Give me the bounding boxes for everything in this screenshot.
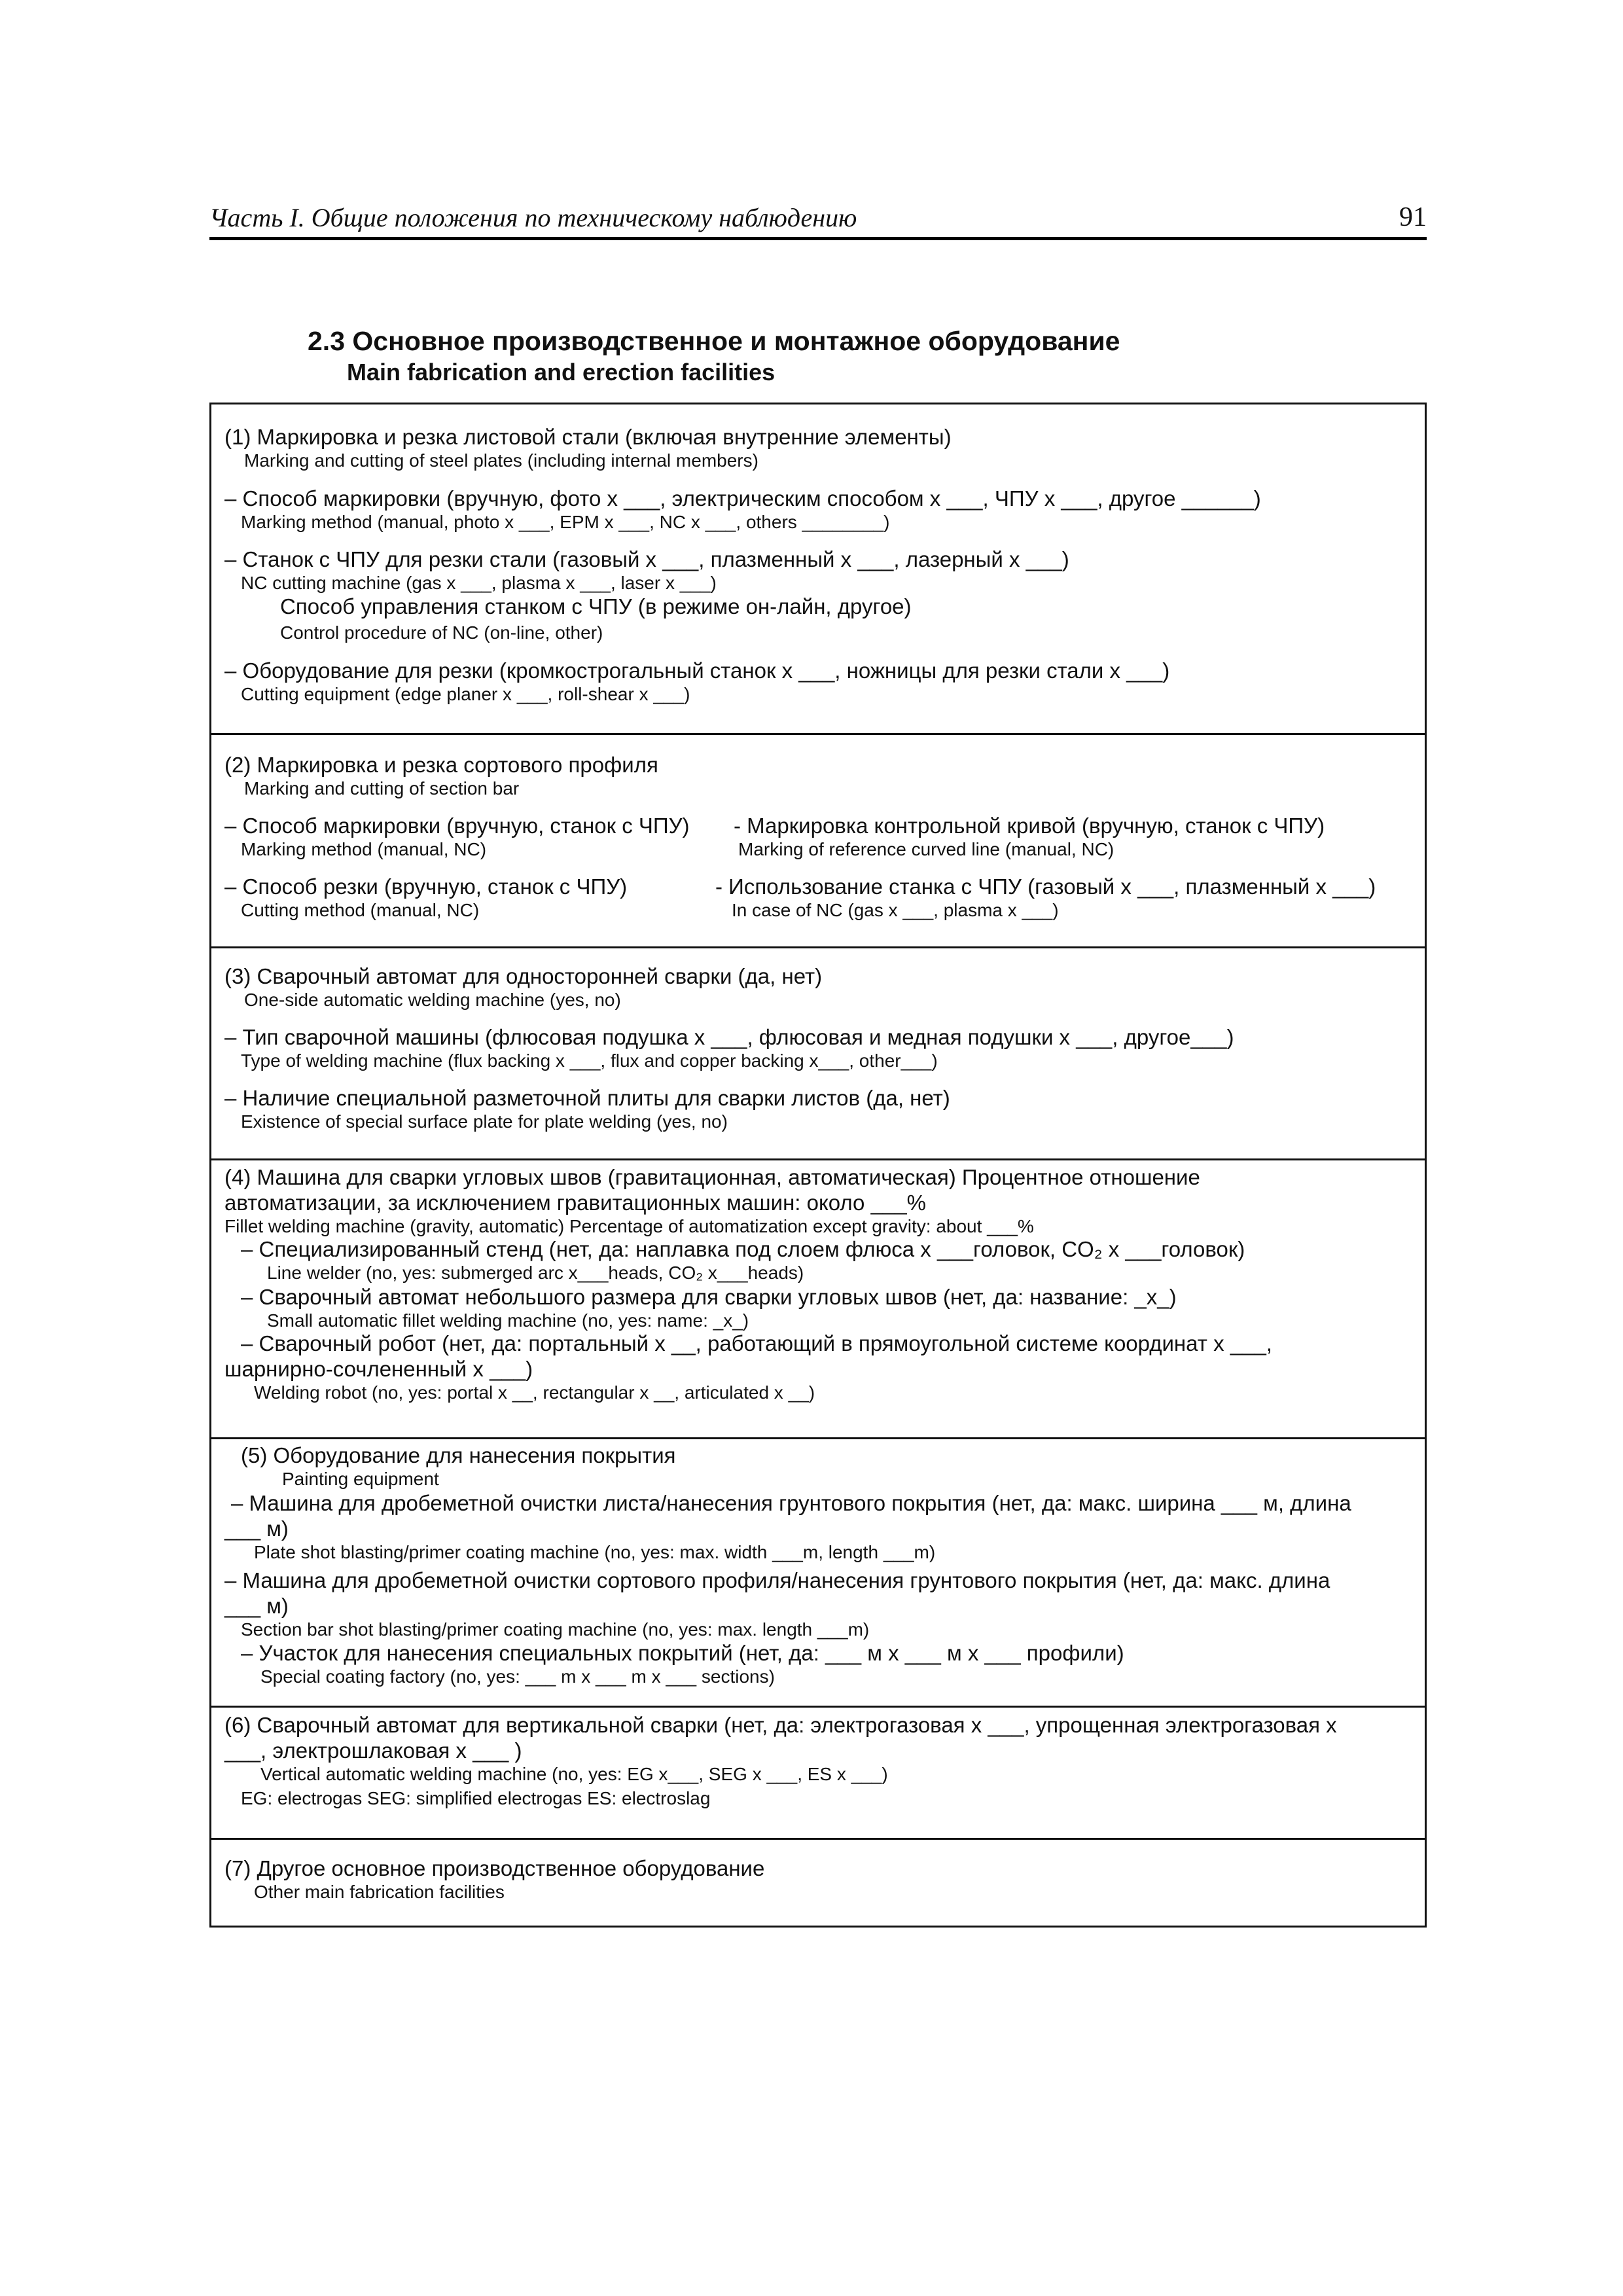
block5-plate-blasting-cont: ___ м) bbox=[224, 1516, 289, 1541]
block2-reference-curve-en: Marking of reference curved line (manual, NC) bbox=[738, 839, 1115, 859]
block5-special-coating-en: Special coating factory (no, yes: ___ m x ___ m x ___ sections) bbox=[260, 1666, 775, 1687]
block5-plate-blasting: – Машина для дробеметной очистки листа/нанесения грунтового покрытия (нет, да: макс. ширина ___ м, длина bbox=[231, 1491, 1351, 1515]
block5-bar-blasting: – Машина для дробеметной очистки сортового профиля/нанесения грунтового покрытия (нет, да: макс. длина bbox=[224, 1568, 1330, 1592]
block7-heading: (7) Другое основное производственное оборудование bbox=[224, 1856, 765, 1880]
block4-welding-robot-cont: шарнирно-сочлененный х ___) bbox=[224, 1357, 533, 1381]
block2-cutting-method-en: Cutting method (manual, NC) bbox=[241, 900, 480, 920]
block2-nc-usage-en: In case of NC (gas x ___, plasma x ___) bbox=[732, 900, 1059, 920]
block4-heading-en: Fillet welding machine (gravity, automatic) Percentage of automatization except gravity: about ___% bbox=[224, 1216, 1034, 1236]
block1-nc-cutting-en: NC cutting machine (gas x ___, plasma x ___, laser x ___) bbox=[241, 573, 717, 593]
block4-welding-robot-en: Welding robot (no, yes: portal x __, rectangular x __, articulated x __) bbox=[254, 1382, 815, 1403]
block6-abbreviations: EG: electrogas SEG: simplified electrogas ES: electroslag bbox=[241, 1788, 711, 1808]
block4-line-welder: – Специализированный стенд (нет, да: наплавка под слоем флюса х ___головок, CO₂ х ___головок) bbox=[241, 1237, 1245, 1261]
block2-marking-method-en: Marking method (manual, NC) bbox=[241, 839, 487, 859]
block-divider bbox=[211, 1838, 1425, 1840]
block2-marking-method: – Способ маркировки (вручную, станок с ЧПУ) bbox=[224, 814, 690, 838]
section-subtitle: Main fabrication and erection facilities bbox=[347, 359, 776, 386]
block2-nc-usage: - Использование станка с ЧПУ (газовый х ___, плазменный х ___) bbox=[715, 874, 1376, 899]
block4-small-welder: – Сварочный автомат небольшого размера для сварки угловых швов (нет, да: название: _х_) bbox=[241, 1285, 1177, 1309]
block2-cutting-method: – Способ резки (вручную, станок с ЧПУ) bbox=[224, 874, 628, 899]
block1-heading-en: Marking and cutting of steel plates (including internal members) bbox=[244, 450, 758, 471]
block5-heading: (5) Оборудование для нанесения покрытия bbox=[241, 1443, 676, 1467]
block4-small-welder-en: Small automatic fillet welding machine (no, yes: name: _x_) bbox=[267, 1310, 749, 1331]
block5-heading-en: Painting equipment bbox=[282, 1469, 439, 1489]
block1-marking-method-en: Marking method (manual, photo x ___, EPM x ___, NC x ___, others ________) bbox=[241, 512, 890, 532]
block-divider bbox=[211, 1437, 1425, 1439]
block1-cutting-equipment: – Оборудование для резки (кромкострогальный станок х ___, ножницы для резки стали х ___) bbox=[224, 658, 1170, 683]
facilities-form bbox=[209, 403, 1427, 1928]
block3-heading-en: One-side automatic welding machine (yes, no) bbox=[244, 990, 621, 1010]
block6-heading-en: Vertical automatic welding machine (no, yes: EG x___, SEG x ___, ES x ___) bbox=[260, 1764, 888, 1784]
block3-heading: (3) Сварочный автомат для односторонней сварки (да, нет) bbox=[224, 964, 823, 988]
block3-surface-plate: – Наличие специальной разметочной плиты для сварки листов (да, нет) bbox=[224, 1086, 950, 1110]
running-header bbox=[209, 196, 1427, 240]
block-divider bbox=[211, 733, 1425, 735]
block-divider bbox=[211, 946, 1425, 948]
block-divider bbox=[211, 1706, 1425, 1708]
block3-machine-type-en: Type of welding machine (flux backing x ___, flux and copper backing x___, other___) bbox=[241, 1050, 938, 1071]
page-number: 91 bbox=[1399, 202, 1427, 232]
block4-line-welder-en: Line welder (no, yes: submerged arc x___heads, CO₂ x___heads) bbox=[267, 1263, 804, 1283]
block5-plate-blasting-en: Plate shot blasting/primer coating machine (no, yes: max. width ___m, length ___m) bbox=[254, 1542, 936, 1562]
header-title: Часть I. Общие положения по техническому наблюдению bbox=[209, 203, 857, 232]
block2-heading: (2) Маркировка и резка сортового профиля bbox=[224, 753, 658, 777]
block2-reference-curve: - Маркировка контрольной кривой (вручную, станок с ЧПУ) bbox=[734, 814, 1325, 838]
section-title: 2.3 Основное производственное и монтажное оборудование bbox=[308, 326, 1120, 356]
block5-special-coating: – Участок для нанесения специальных покрытий (нет, да: ___ м х ___ м х ___ профили) bbox=[241, 1641, 1124, 1665]
block6-heading: (6) Сварочный автомат для вертикальной сварки (нет, да: электрогазовая х ___, упрощенная электрогазовая х bbox=[224, 1713, 1337, 1737]
block1-heading: (1) Маркировка и резка листовой стали (включая внутренние элементы) bbox=[224, 425, 952, 449]
block4-heading: (4) Машина для сварки угловых швов (гравитационная, автоматическая) Процентное отношение bbox=[224, 1165, 1200, 1189]
block-divider bbox=[211, 1158, 1425, 1160]
block5-bar-blasting-cont: ___ м) bbox=[224, 1594, 289, 1618]
block3-machine-type: – Тип сварочной машины (флюсовая подушка х ___, флюсовая и медная подушки х ___, другое___) bbox=[224, 1025, 1234, 1049]
block1-marking-method: – Способ маркировки (вручную, фото х ___, электрическим способом х ___, ЧПУ х ___, другое ______) bbox=[224, 486, 1261, 511]
block7-heading-en: Other main fabrication facilities bbox=[254, 1882, 505, 1902]
block1-nc-control-en: Control procedure of NC (on-line, other) bbox=[280, 622, 603, 643]
block2-heading-en: Marking and cutting of section bar bbox=[244, 778, 520, 798]
block1-nc-control: Способ управления станком с ЧПУ (в режиме он-лайн, другое) bbox=[280, 594, 912, 619]
block1-cutting-equipment-en: Cutting equipment (edge planer x ___, roll-shear x ___) bbox=[241, 684, 690, 704]
block5-bar-blasting-en: Section bar shot blasting/primer coating machine (no, yes: max. length ___m) bbox=[241, 1619, 870, 1640]
block1-nc-cutting: – Станок с ЧПУ для резки стали (газовый х ___, плазменный х ___, лазерный х ___) bbox=[224, 547, 1069, 571]
block4-heading-cont: автоматизации, за исключением гравитационных машин: около ___% bbox=[224, 1191, 926, 1215]
block4-welding-robot: – Сварочный робот (нет, да: портальный х __, работающий в прямоугольной системе координат х ___, bbox=[241, 1331, 1272, 1355]
block3-surface-plate-en: Existence of special surface plate for plate welding (yes, no) bbox=[241, 1111, 728, 1132]
block6-heading-cont: ___, электрошлаковая х ___ ) bbox=[224, 1738, 522, 1763]
